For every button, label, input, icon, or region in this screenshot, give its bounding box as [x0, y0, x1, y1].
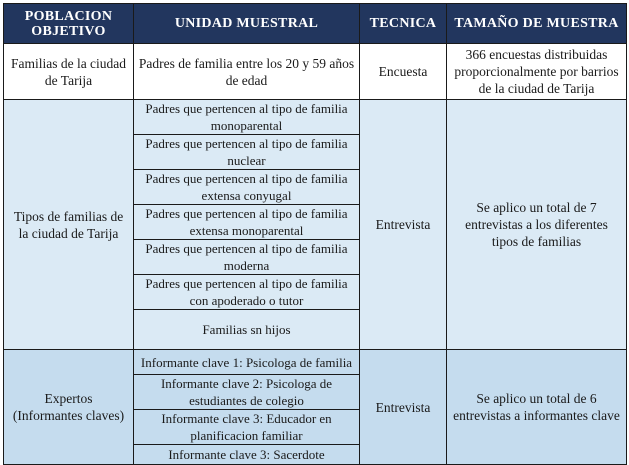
cell-tipos-unidad: Padres que pertencen al tipo de familia extensa monoparental — [134, 205, 360, 240]
cell-expertos-tecnica: Entrevista — [360, 350, 447, 465]
cell-expertos-unidad: Informante clave 3: Sacerdote — [134, 445, 360, 465]
cell-tipos-tecnica: Entrevista — [360, 100, 447, 350]
cell-expertos-unidad: Informante clave 1: Psicologa de familia — [134, 350, 360, 375]
cell-expertos-poblacion: Expertos (Informantes claves) — [4, 350, 134, 465]
cell-tipos-unidad: Padres que pertencen al tipo de familia moderna — [134, 240, 360, 275]
header-tamano-de-muestra: TAMAÑO DE MUESTRA — [447, 4, 627, 44]
row-expertos-1 — [4, 350, 627, 375]
cell-tipos-unidad: Padres que pertencen al tipo de familia monoparental — [134, 100, 360, 135]
row-familias — [4, 44, 627, 100]
cell-expertos-unidad: Informante clave 3: Educador en planificacion familiar — [134, 410, 360, 445]
row-tipos-1 — [4, 100, 627, 135]
header-poblacion-objetivo: POBLACION OBJETIVO — [4, 4, 134, 44]
cell-tipos-unidad: Padres que pertencen al tipo de familia nuclear — [134, 135, 360, 170]
cell-familias-poblacion: Familias de la ciudad de Tarija — [4, 44, 134, 100]
cell-expertos-tamano: Se aplico un total de 6 entrevistas a informantes clave — [447, 350, 627, 465]
header-unidad-muestral: UNIDAD MUESTRAL — [134, 4, 360, 44]
header-tecnica: TECNICA — [360, 4, 447, 44]
cell-tipos-unidad: Padres que pertencen al tipo de familia con apoderado o tutor — [134, 275, 360, 310]
cell-tipos-poblacion: Tipos de familias de la ciudad de Tarija — [4, 100, 134, 350]
cell-expertos-unidad: Informante clave 2: Psicologa de estudiantes de colegio — [134, 375, 360, 410]
cell-familias-unidad: Padres de familia entre los 20 y 59 años de edad — [134, 44, 360, 100]
cell-familias-tamano: 366 encuestas distribuidas proporcionalmente por barrios de la ciudad de Tarija — [447, 44, 627, 100]
cell-tipos-unidad: Familias sn hijos — [134, 310, 360, 350]
cell-familias-tecnica: Encuesta — [360, 44, 447, 100]
cell-tipos-unidad: Padres que pertencen al tipo de familia extensa conyugal — [134, 170, 360, 205]
sample-table-container — [3, 3, 626, 462]
header-row — [4, 4, 627, 44]
sample-table — [3, 3, 627, 465]
cell-tipos-tamano: Se aplico un total de 7 entrevistas a los diferentes tipos de familias — [447, 100, 627, 350]
